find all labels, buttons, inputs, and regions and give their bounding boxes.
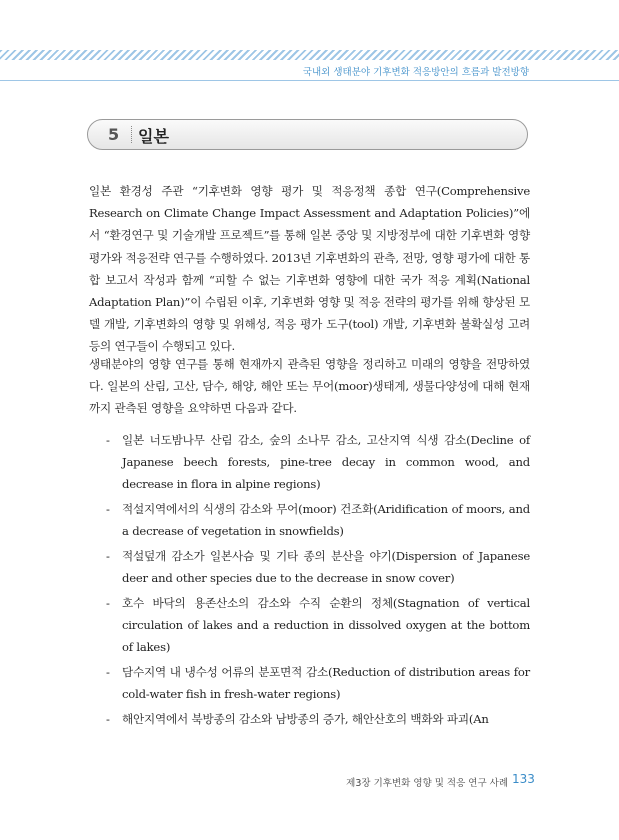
- section-number: 5: [108, 125, 120, 144]
- section-heading: [87, 119, 528, 150]
- list-item: - 적설덮개 감소가 일본사슴 및 기타 종의 분산을 야기(Dispersion of Japanese deer and other species due to the decrease in snow cover): [103, 545, 530, 589]
- paragraph-intro: 일본 환경성 주관 “기후변화 영향 평가 및 적응정책 종합 연구(Comprehensive Research on Climate Change Impact Assessment and Adaptation Policies)”에서 “환경연구 및 기술개발 프로젝트”를 통해 일본 중앙 및 지방정부에 대한 기후변화 영향평가와 적응전략 연구를 수행하였다. 2013년 기후변화의 관측, 전망, 영향 평가에 대한 통합 보고서 작성과 함께 “피할 수 없는 기후변화 영향에 대한 국가 적응 계획(National Adaptation Plan)”이 수립된 이후, 기후변화 영향 및 적응 전략의 평가를 위해 향상된 모델 개발, 기후변화의 영향 및 위해성, 적응 평가 도구(tool) 개발, 기후변화 불확실성 고려 등의 연구들이 수행되고 있다.: [89, 184, 530, 354]
- page-number: 133: [512, 772, 535, 786]
- section-divider: [131, 126, 132, 143]
- impact-list: [103, 429, 530, 733]
- paragraph-ecology: 생태분야의 영향 연구를 통해 현재까지 관측된 영향을 정리하고 미래의 영향을 전망하였다. 일본의 산림, 고산, 담수, 해양, 해안 또는 무어(moor)생태계, 생물다양성에 대해 현재까지 관측된 영향을 요약하면 다음과 같다.: [89, 357, 530, 416]
- list-item: - 적설지역에서의 식생의 감소와 무어(moor) 건조화(Aridification of moors, and a decrease of vegetation in snowfields): [103, 498, 530, 542]
- running-header: 국내외 생태분야 기후변화 적응방안의 흐름과 발전방향: [302, 67, 529, 78]
- header-stripe: [0, 50, 619, 60]
- list-item: - 담수지역 내 냉수성 어류의 분포면적 감소(Reduction of distribution areas for cold-water fish in fresh-water regions): [103, 661, 530, 705]
- section-title: 일본: [138, 127, 169, 146]
- list-item: - 일본 너도밤나무 산림 감소, 숲의 소나무 감소, 고산지역 식생 감소(Decline of Japanese beech forests, pine-tree decay in common wood, and decrease in flora in alpine regions): [103, 429, 530, 496]
- list-item: - 해안지역에서 북방종의 감소와 남방종의 증가, 해안산호의 백화와 파괴(An: [103, 708, 530, 730]
- header-rule: [0, 80, 619, 81]
- list-item: - 호수 바닥의 용존산소의 감소와 수직 순환의 정체(Stagnation of vertical circulation of lakes and a reduction in dissolved oxygen at the bottom of lakes): [103, 592, 530, 659]
- footer-chapter: 제3장 기후변화 영향 및 적응 연구 사례: [346, 778, 508, 789]
